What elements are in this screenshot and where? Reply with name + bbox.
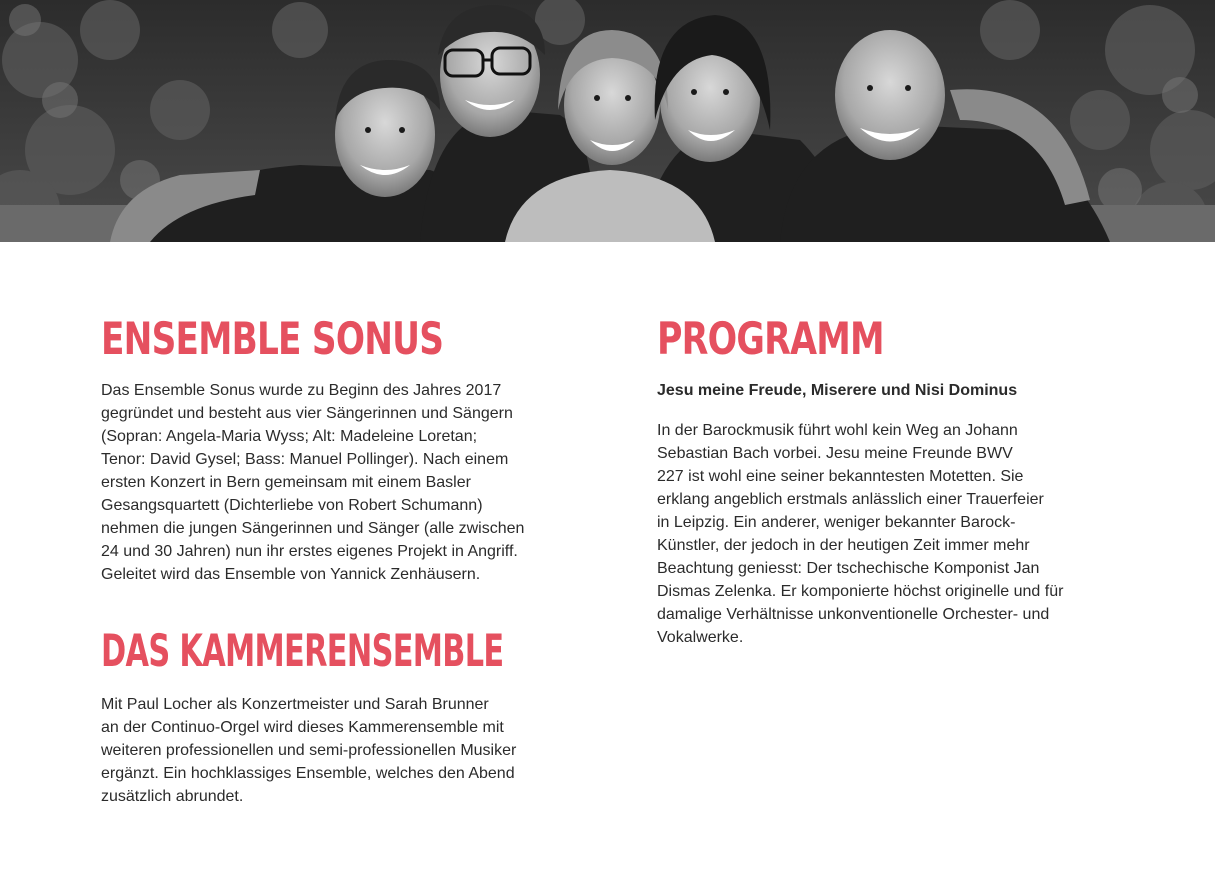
text-line: Künstler, der jedoch in der heutigen Zeit immer mehr [657, 537, 1030, 554]
text-line: 227 ist wohl eine seiner bekanntesten Motetten. Sie [657, 468, 1024, 485]
text-line: Das Ensemble Sonus wurde zu Beginn des Jahres 2017 [101, 382, 502, 399]
text-line: in Leipzig. Ein anderer, weniger bekannter Barock- [657, 514, 1016, 531]
heading-programm: PROGRAMM [657, 312, 884, 365]
paragraph-programm [657, 419, 1063, 649]
heading-kammerensemble: DAS KAMMERENSEMBLE [101, 624, 504, 677]
text-line: 24 und 30 Jahren) nun ihr erstes eigenes Projekt in Angriff. [101, 543, 518, 560]
text-line: Beachtung geniesst: Der tschechische Komponist Jan [657, 560, 1040, 577]
text-line: ergänzt. Ein hochklassiges Ensemble, welches den Abend [101, 765, 515, 782]
text-line: (Sopran: Angela-Maria Wyss; Alt: Madeleine Loretan; [101, 428, 478, 445]
group-photo [0, 0, 1215, 242]
text-line: gegründet und besteht aus vier Sängerinnen und Sängern [101, 405, 513, 422]
text-line: Mit Paul Locher als Konzertmeister und Sarah Brunner [101, 696, 489, 713]
text-line: Sebastian Bach vorbei. Jesu meine Freunde BWV [657, 445, 1013, 462]
text-line: nehmen die jungen Sängerinnen und Sänger (alle zwischen [101, 520, 525, 537]
paragraph-kammerensemble [101, 693, 516, 808]
text-line: erklang angeblich erstmals anlässlich einer Trauerfeier [657, 491, 1044, 508]
text-line: In der Barockmusik führt wohl kein Weg an Johann [657, 422, 1018, 439]
text-line: Dismas Zelenka. Er komponierte höchst originelle und für [657, 583, 1064, 600]
text-line: an der Continuo-Orgel wird dieses Kammerensemble mit [101, 719, 504, 736]
programm-subtitle: Jesu meine Freude, Miserere und Nisi Dominus [657, 382, 1018, 399]
text-line: Tenor: David Gysel; Bass: Manuel Pollinger). Nach einem [101, 451, 509, 468]
text-line: Geleitet wird das Ensemble von Yannick Zenhäusern. [101, 566, 481, 583]
text-line: ersten Konzert in Bern gemeinsam mit einem Basler [101, 474, 471, 491]
heading-ensemble-sonus: ENSEMBLE SONUS [101, 312, 444, 365]
paragraph-ensemble-sonus [101, 379, 524, 586]
text-line: Gesangsquartett (Dichterliebe von Robert Schumann) [101, 497, 483, 514]
text-line: weiteren professionellen und semi-professionellen Musiker [101, 742, 517, 759]
text-line: Vokalwerke. [657, 629, 744, 646]
group-photo-illustration [0, 0, 1215, 242]
text-line: damalige Verhältnisse unkonventionelle Orchester- und [657, 606, 1050, 623]
text-line: zusätzlich abrundet. [101, 788, 244, 805]
